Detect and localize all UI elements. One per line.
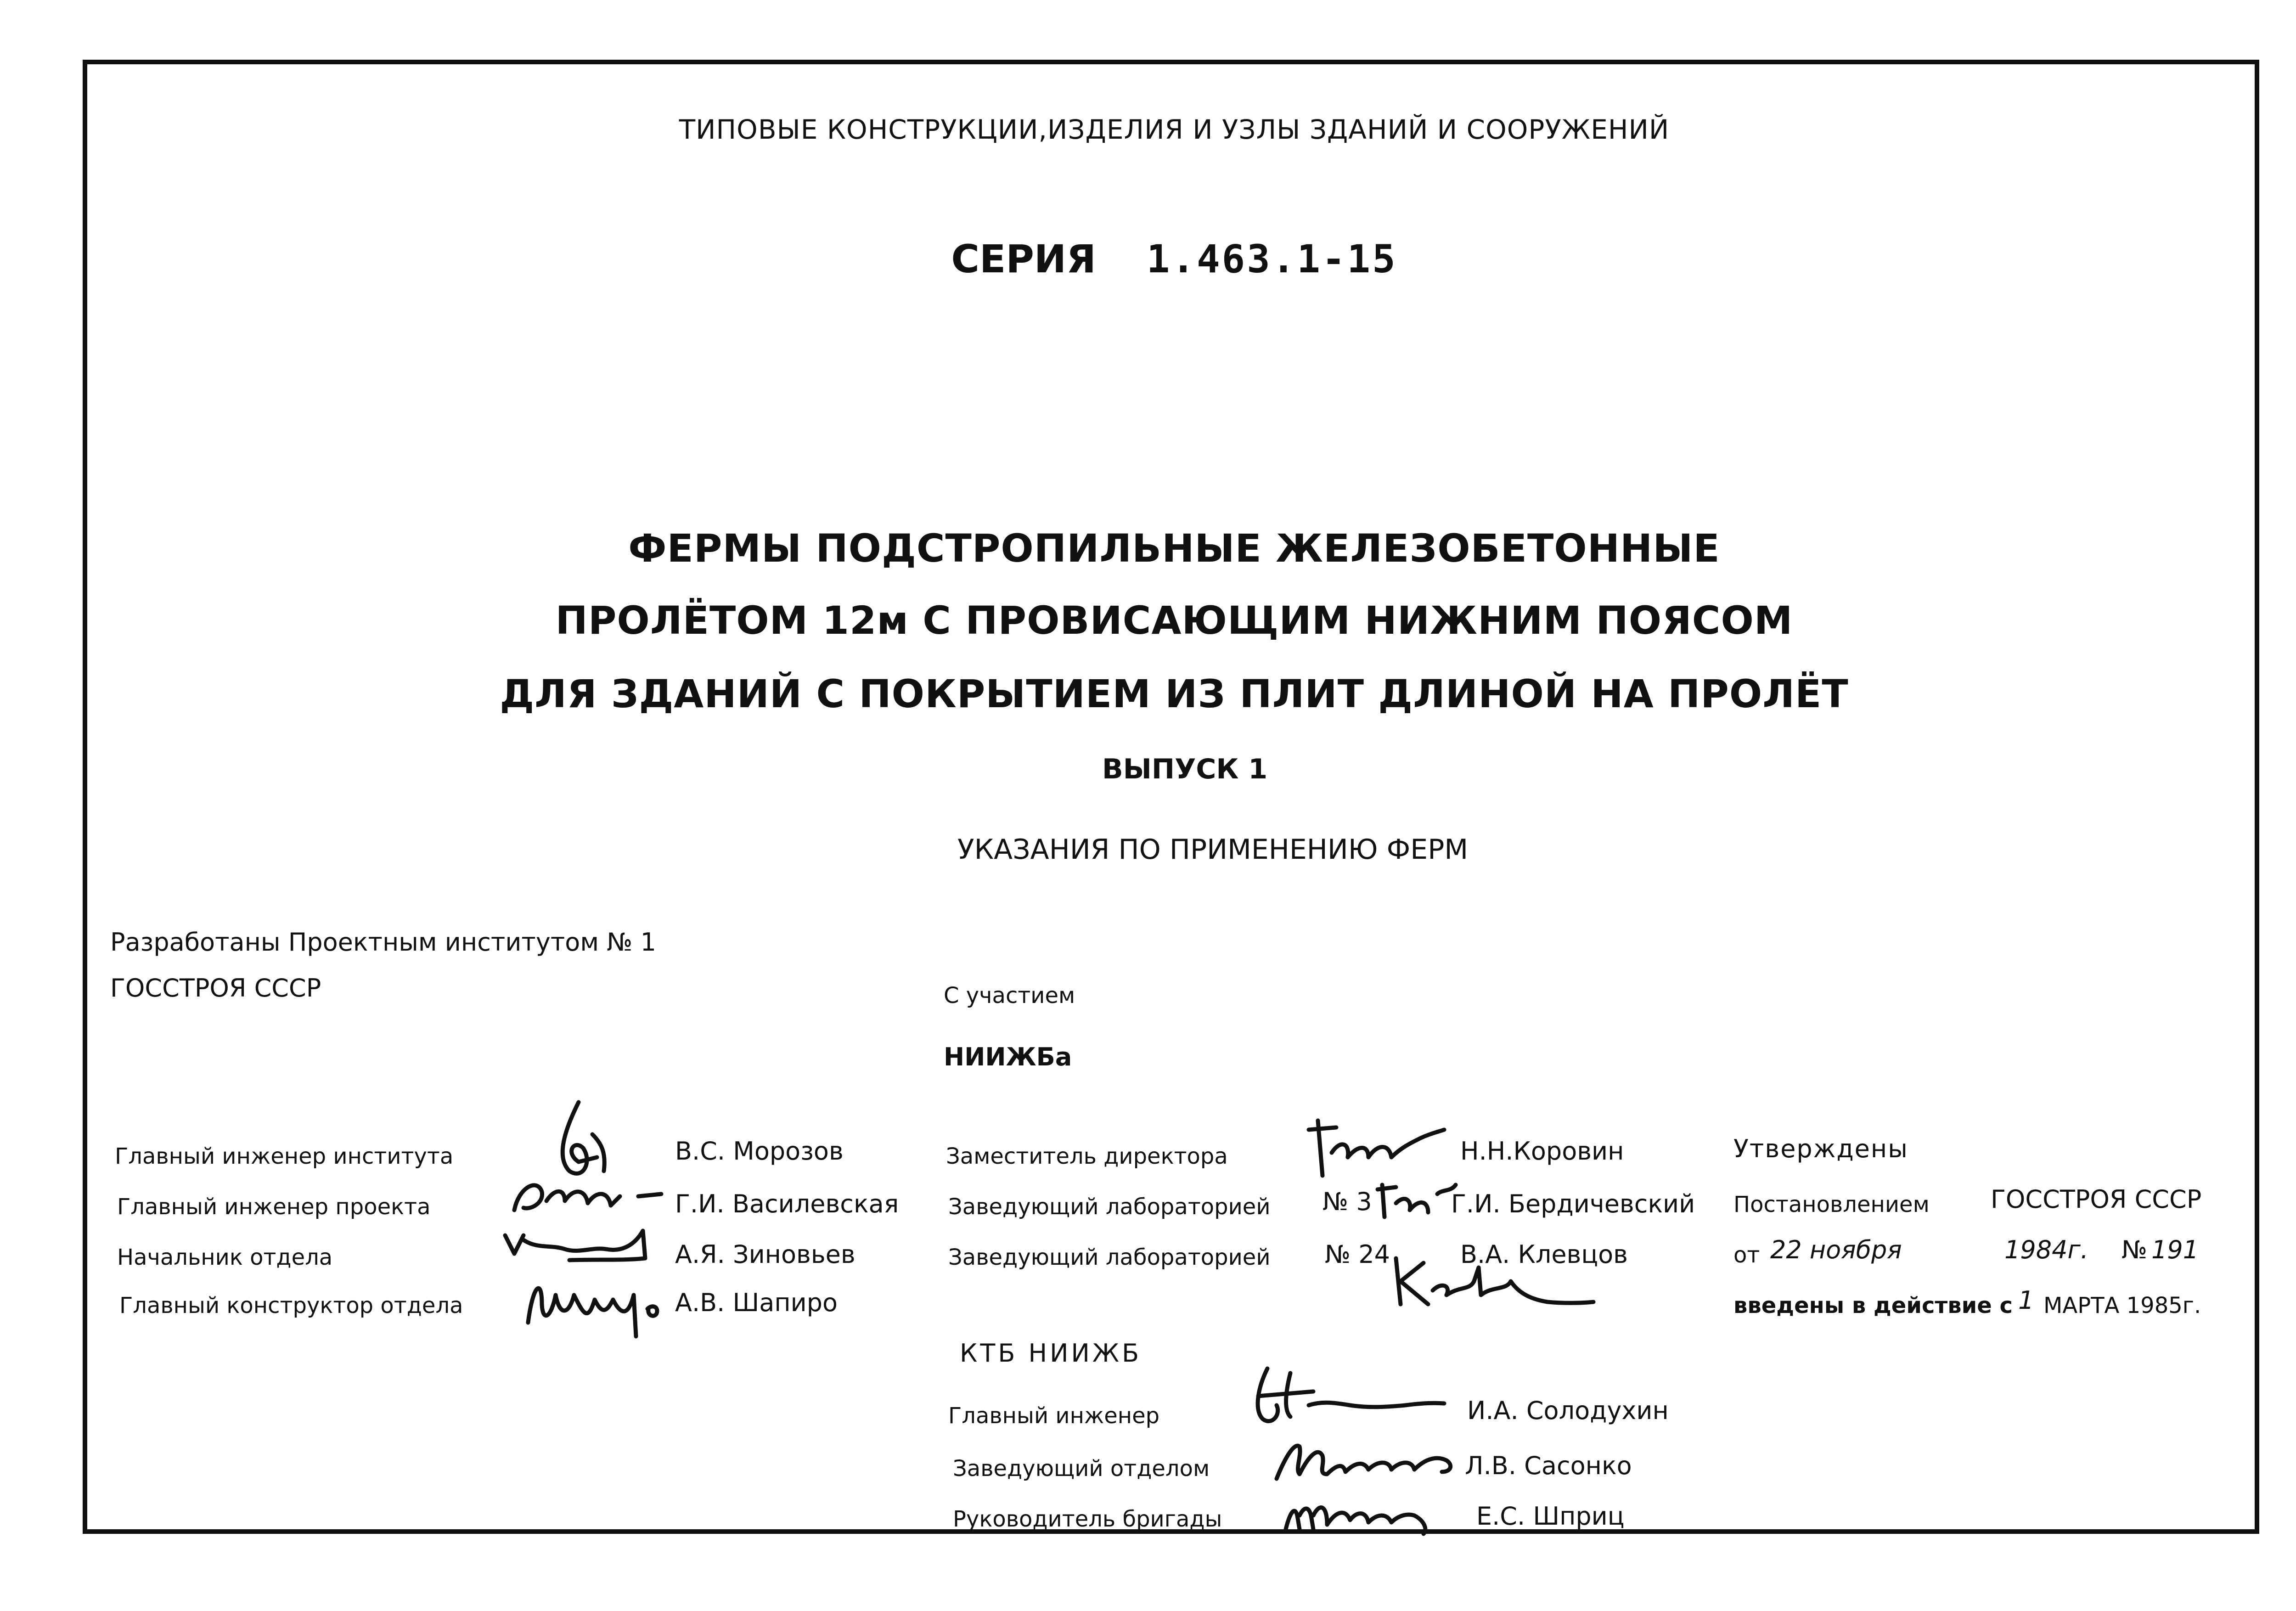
participation-org: НИИЖБа (944, 1042, 1072, 1071)
signature-solodukhin (1231, 1359, 1451, 1433)
signature-zinoviev (496, 1222, 652, 1272)
niizhb-role-3: Заведующий лабораторией (948, 1245, 1271, 1270)
signature-shapiro (514, 1267, 670, 1346)
approval-decree-label: Постановлением (1733, 1192, 1930, 1217)
approval-year: 1984г. (2004, 1235, 2088, 1264)
niizhb-name-3: В.А. Клевцов (1460, 1240, 1628, 1269)
series-line (0, 237, 2296, 282)
participation-label: С участием (944, 983, 1075, 1008)
niizhb-name-2: Г.И. Бердичевский (1451, 1189, 1695, 1218)
series-label: СЕРИЯ (951, 237, 1096, 282)
approval-line-1: Утверждены (1733, 1134, 1908, 1163)
ktb-name-3: Е.С. Шприц (1476, 1502, 1625, 1531)
left-name-1: В.С. Морозов (675, 1137, 844, 1166)
left-name-3: А.Я. Зиновьев (675, 1240, 855, 1269)
approval-number: 191 (2151, 1235, 2199, 1264)
signature-berdichevsky (1373, 1176, 1465, 1222)
approval-effective-day: 1 (2018, 1286, 2034, 1315)
ktb-name-2: Л.В. Сасонко (1465, 1451, 1632, 1480)
signature-shprits (1277, 1488, 1451, 1538)
niizhb-lab-3: № 24 (1325, 1240, 1390, 1269)
issue-number: ВЫПУСК 1 (1102, 753, 1268, 785)
niizhb-lab-2: № 3 (1322, 1187, 1372, 1216)
developer-line-2: ГОССТРОЯ СССР (110, 974, 321, 1003)
ktb-role-1: Главный инженер (948, 1403, 1160, 1429)
title-line-1: ФЕРМЫ ПОДСТРОПИЛЬНЫЕ ЖЕЛЕЗОБЕТОННЫЕ (628, 526, 1720, 571)
ktb-heading: КТБ НИИЖБ (960, 1339, 1142, 1368)
approval-date: 22 ноября (1770, 1235, 1902, 1264)
left-role-1: Главный инженер института (115, 1143, 454, 1169)
ktb-role-3: Руководитель бригады (953, 1506, 1222, 1532)
title-line-2: ПРОЛЁТОМ 12м С ПРОВИСАЮЩИМ НИЖНИМ ПОЯСОМ (555, 598, 1793, 643)
developer-line-1: Разработаны Проектным институтом № 1 (110, 928, 656, 957)
approval-date-prefix: от (1733, 1242, 1760, 1268)
ktb-name-1: И.А. Солодухин (1467, 1396, 1669, 1425)
signature-sasonko (1267, 1428, 1469, 1488)
approval-org: ГОССТРОЯ СССР (1991, 1185, 2202, 1214)
left-role-3: Начальник отдела (117, 1245, 333, 1270)
ktb-role-2: Заведующий отделом (953, 1456, 1210, 1481)
niizhb-role-1: Заместитель директора (946, 1143, 1228, 1169)
approval-effective-rest: МАРТА 1985г. (2043, 1293, 2201, 1318)
left-name-4: А.В. Шапиро (675, 1288, 838, 1317)
left-role-4: Главный конструктор отдела (119, 1293, 463, 1318)
signature-vasilevskaya (505, 1169, 670, 1224)
niizhb-name-1: Н.Н.Коровин (1460, 1137, 1624, 1166)
left-name-2: Г.И. Василевская (675, 1189, 899, 1218)
title-line-3: ДЛЯ ЗДАНИЙ С ПОКРЫТИЕМ ИЗ ПЛИТ ДЛИНОЙ НА ПРОЛЁТ (500, 671, 1849, 716)
niizhb-role-2: Заведующий лабораторией (948, 1194, 1271, 1220)
header-line: ТИПОВЫЕ КОНСТРУКЦИИ,ИЗДЕЛИЯ И УЗЛЫ ЗДАНИЙ И СООРУЖЕНИЙ (679, 114, 1670, 145)
signature-klevtsov (1387, 1249, 1598, 1313)
approval-effective-prefix: введены в действие с (1733, 1293, 2013, 1318)
left-role-2: Главный инженер проекта (117, 1194, 431, 1220)
signature-korovin (1300, 1111, 1451, 1180)
series-number: 1.463.1-15 (1146, 237, 1397, 282)
document-subtitle: УКАЗАНИЯ ПО ПРИМЕНЕНИЮ ФЕРМ (957, 834, 1469, 866)
approval-number-label: № (2122, 1235, 2148, 1264)
